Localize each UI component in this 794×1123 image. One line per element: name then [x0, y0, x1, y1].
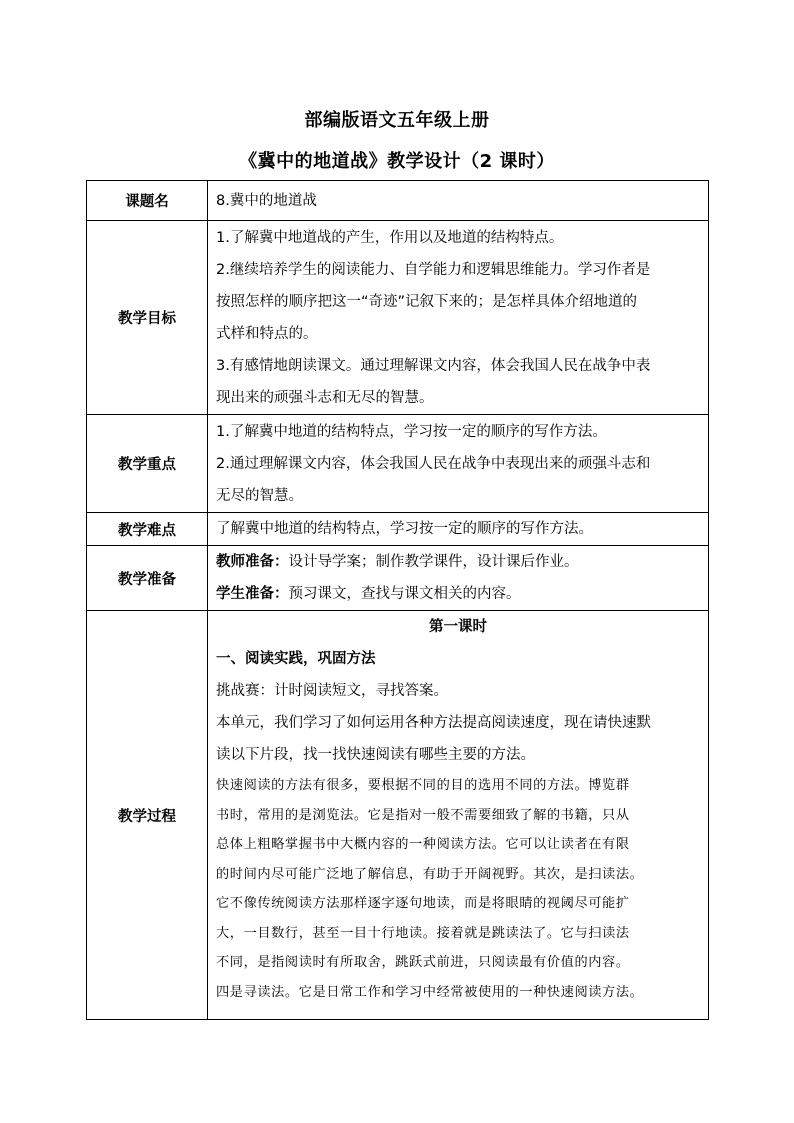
- goals-line: 式样和特点的。: [216, 326, 318, 342]
- topic-text: 8.冀中的地道战: [216, 192, 317, 209]
- goals-label: 教学目标: [87, 221, 208, 415]
- preparation-label: 教学准备: [87, 546, 208, 611]
- process-line: 读以下片段，找一找快速阅读有哪些主要的方法。: [216, 747, 535, 763]
- table-row-key-points: [87, 415, 709, 513]
- key-points-line: 2.通过理解课文内容，体会我国人民在战争中表现出来的顽强斗志和: [216, 456, 651, 472]
- topic-cell: [208, 181, 709, 221]
- difficulties-label: 教学难点: [87, 513, 208, 546]
- student-preparation: [216, 578, 700, 610]
- passage-line: 大，一目数行，甚至一目十行地读。接着就是跳读法了。它与扫读法: [216, 925, 630, 941]
- process-cell: [208, 611, 709, 1020]
- passage-line: 它不像传统阅读方法那样逐字逐句地读，而是将眼睛的视阈尽可能扩: [216, 896, 630, 911]
- goals-line: 2.继续培养学生的阅读能力、自学能力和逻辑思维能力。学习作者是: [216, 262, 651, 278]
- key-points-line: 1.了解冀中地道的结构特点，学习按一定的顺序的写作方法。: [216, 424, 607, 440]
- passage-line: 总体上粗略掌握书中大概内容的一种阅读方法。它可以让读者在有限: [216, 837, 630, 852]
- student-prep-text: 预习课文，查找与课文相关的内容。: [288, 586, 521, 602]
- key-points-label: 教学重点: [87, 415, 208, 513]
- teacher-prep-label: 教师准备：: [216, 554, 289, 570]
- document-title: 部编版语文五年级上册: [304, 110, 490, 131]
- lesson-plan-table: [86, 180, 709, 1020]
- difficulties-cell: [208, 513, 709, 546]
- table-row-preparation: [87, 546, 709, 611]
- goals-line: 按照怎样的顺序把这一“奇迹”记叙下来的；是怎样具体介绍地道的: [216, 294, 638, 310]
- passage-line: 不同，是指阅读时有所取舍，跳跃式前进，只阅读最有价值的内容。: [216, 955, 630, 970]
- key-points-line: 无尽的智慧。: [216, 488, 303, 504]
- process-label: 教学过程: [87, 611, 208, 1020]
- goals-line: 3.有感情地朗读课文。通过理解课文内容，体会我国人民在战争中表: [216, 358, 651, 374]
- topic-label: 课题名: [87, 181, 208, 221]
- process-line: 挑战赛：计时阅读短文，寻找答案。: [216, 683, 448, 699]
- teacher-prep-text: 设计导学案；制作教学课件，设计课后作业。: [288, 554, 579, 570]
- passage-line: 快速阅读的方法有很多，要根据不同的目的选用不同的方法。博览群: [216, 778, 630, 793]
- key-points-cell: [208, 415, 709, 513]
- table-row-topic: [87, 181, 709, 221]
- table-row-difficulties: [87, 513, 709, 546]
- passage-line: 书时，常用的是浏览法。它是指对一般不需要细致了解的书籍，只从: [216, 807, 630, 823]
- section-heading: 一、阅读实践，巩固方法: [216, 651, 376, 667]
- period-heading: 第一课时: [429, 619, 487, 635]
- goals-line: 1.了解冀中地道战的产生，作用以及地道的结构特点。: [216, 230, 564, 246]
- difficulties-text: 了解冀中地道的结构特点，学习按一定的顺序的写作方法。: [216, 521, 593, 537]
- document-subtitle: 《冀中的地道战》教学设计（2 课时）: [239, 151, 555, 172]
- teacher-preparation: [216, 546, 700, 578]
- passage-line: 的时间内尽可能广泛地了解信息，有助于开阔视野。其次，是扫读法。: [216, 866, 644, 882]
- student-prep-label: 学生准备：: [216, 586, 289, 602]
- goals-cell: [208, 221, 709, 415]
- preparation-cell: [208, 546, 709, 611]
- goals-line: 现出来的顽强斗志和无尽的智慧。: [216, 390, 434, 406]
- passage-line: 四是寻读法。它是日常工作和学习中经常被使用的一种快速阅读方法。: [216, 984, 644, 1000]
- table-row-process: [87, 611, 709, 1020]
- process-line: 本单元，我们学习了如何运用各种方法提高阅读速度，现在请快速默: [216, 715, 651, 731]
- table-row-goals: [87, 221, 709, 415]
